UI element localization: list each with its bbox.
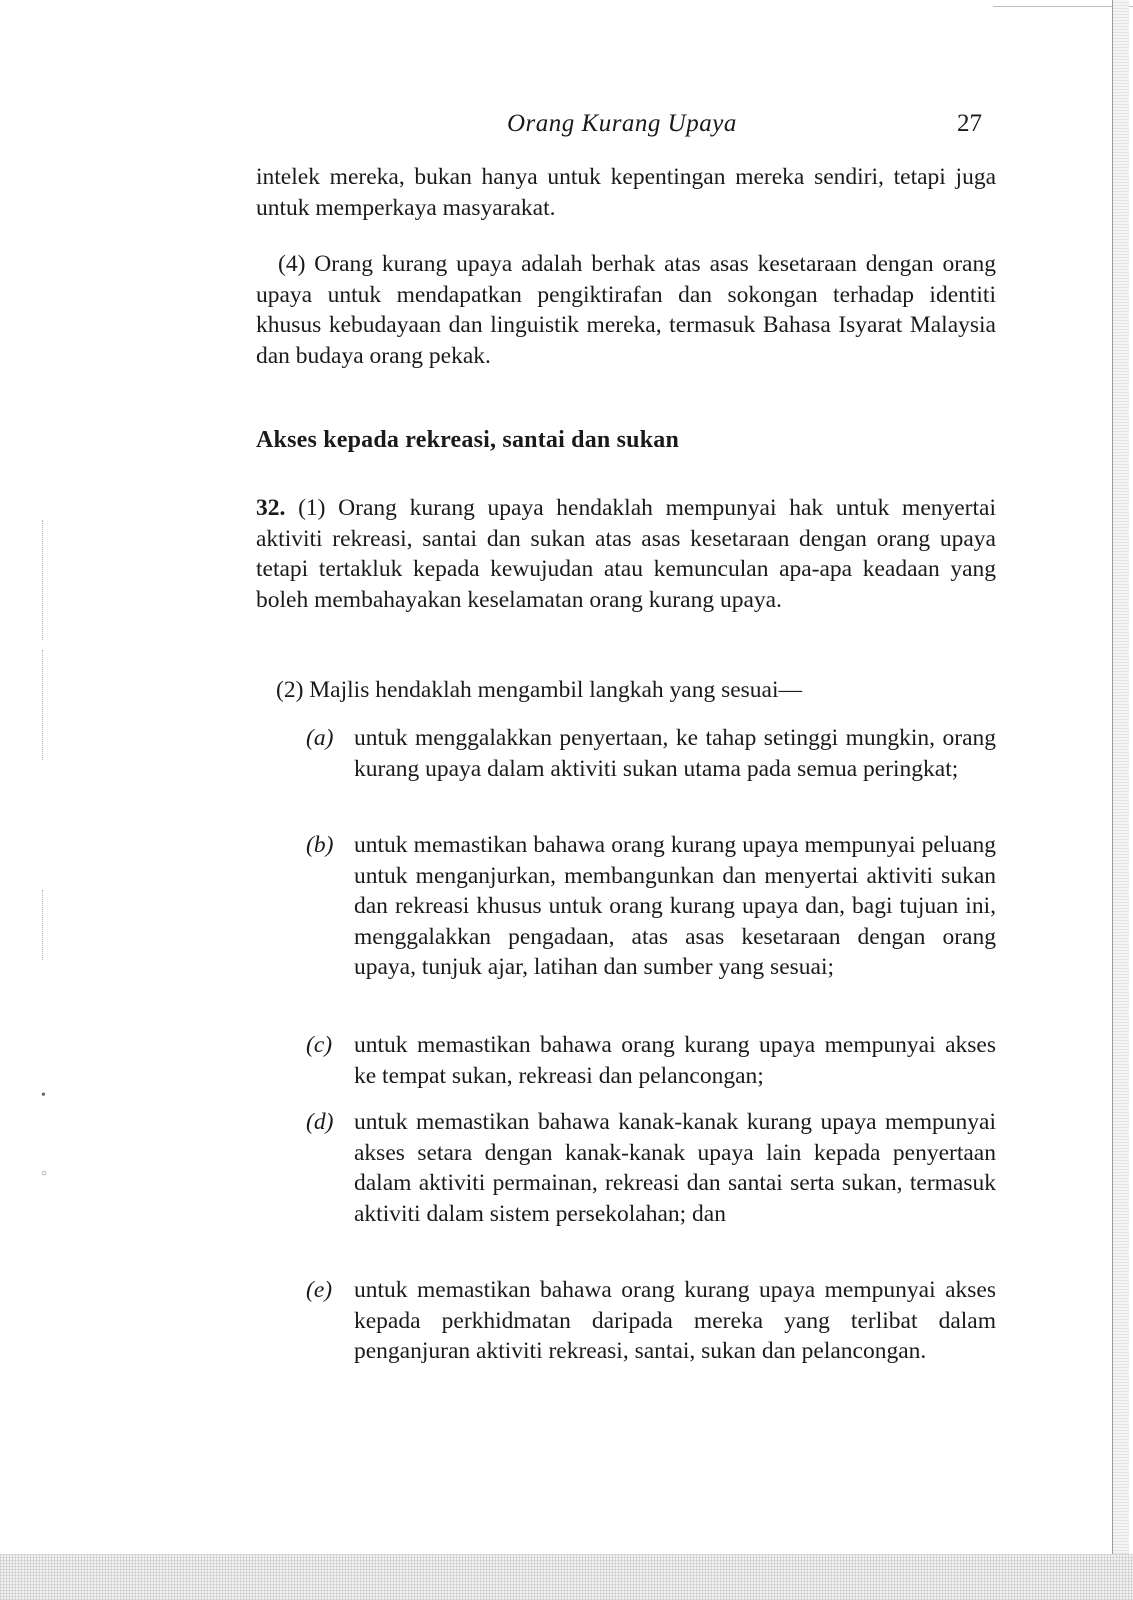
list-item-label: (b) — [306, 832, 334, 858]
list-item-label: (a) — [306, 725, 334, 751]
list-item-text: untuk memastikan bahawa kanak-kanak kurang upaya mempunyai akses setara dengan kanak-kanak upaya lain kepada penyertaan dalam aktiviti permainan, rekreasi dan santai serta sukan, termasuk aktiviti dalam sistem persekolahan; dan — [354, 1109, 996, 1227]
section-heading: Akses kepada rekreasi, santai dan sukan — [256, 427, 680, 453]
list-item-text: untuk memastikan bahawa orang kurang upaya mempunyai akses kepada perkhidmatan daripada mereka yang terlibat dalam penganjuran aktiviti rekreasi, santai, sukan dan pelancongan. — [354, 1277, 996, 1364]
list-item-label: (e) — [306, 1277, 333, 1303]
list-item-label: (c) — [306, 1032, 333, 1058]
page-header — [0, 110, 1000, 146]
page-number: 27 — [957, 110, 982, 137]
list-item-text: untuk memastikan bahawa orang kurang upaya mempunyai akses ke tempat sukan, rekreasi dan pelancongan; — [354, 1032, 996, 1089]
scan-margin-mark — [42, 650, 44, 760]
section-32-subsection-2-intro: (2) Majlis hendaklah mengambil langkah yang sesuai— — [276, 677, 803, 703]
section-32-paragraph-1 — [256, 493, 996, 615]
subsection-4-paragraph: (4) Orang kurang upaya adalah berhak atas asas kesetaraan dengan orang upaya untuk mendapatkan pengiktirafan dan sokongan terhadap identiti khusus kebudayaan dan linguistik mereka, termasuk Bahasa Isyarat Malaysia dan budaya orang pekak. — [256, 251, 996, 369]
section-32-subsection-1: (1) Orang kurang upaya hendaklah mempunyai hak untuk menyertai aktiviti rekreasi, santai dan sukan atas asas kesetaraan dengan orang upaya tetapi tertakluk kepada kewujudan atau kemunculan apa-apa keadaan yang boleh membahayakan keselamatan orang kurang upaya. — [256, 495, 996, 613]
scan-margin-mark — [42, 890, 44, 960]
scan-dot-mark: ○ — [41, 1168, 48, 1179]
scan-bottom-edge — [0, 1554, 1133, 1600]
continuation-paragraph: intelek mereka, bukan hanya untuk kepentingan mereka sendiri, tetapi juga untuk memperkaya masyarakat. — [256, 164, 996, 221]
scan-margin-mark — [42, 520, 44, 640]
running-head: Orang Kurang Upaya — [507, 110, 737, 137]
list-item-text: untuk menggalakkan penyertaan, ke tahap setinggi mungkin, orang kurang upaya dalam aktiviti sukan utama pada semua peringkat; — [354, 725, 996, 782]
scan-dot-mark: • — [41, 1088, 46, 1103]
section-number: 32. — [256, 495, 286, 521]
page-binding-edge — [1112, 0, 1129, 1600]
list-item-label: (d) — [306, 1109, 334, 1135]
list-item-text: untuk memastikan bahawa orang kurang upaya mempunyai peluang untuk menganjurkan, membangunkan dan menyertai aktiviti sukan dan rekreasi khusus untuk orang kurang upaya dan, bagi tujuan ini, menggalakkan pengadaan, atas asas kesetaraan dengan orang upaya, tunjuk ajar, latihan dan sumber yang sesuai; — [354, 832, 996, 980]
